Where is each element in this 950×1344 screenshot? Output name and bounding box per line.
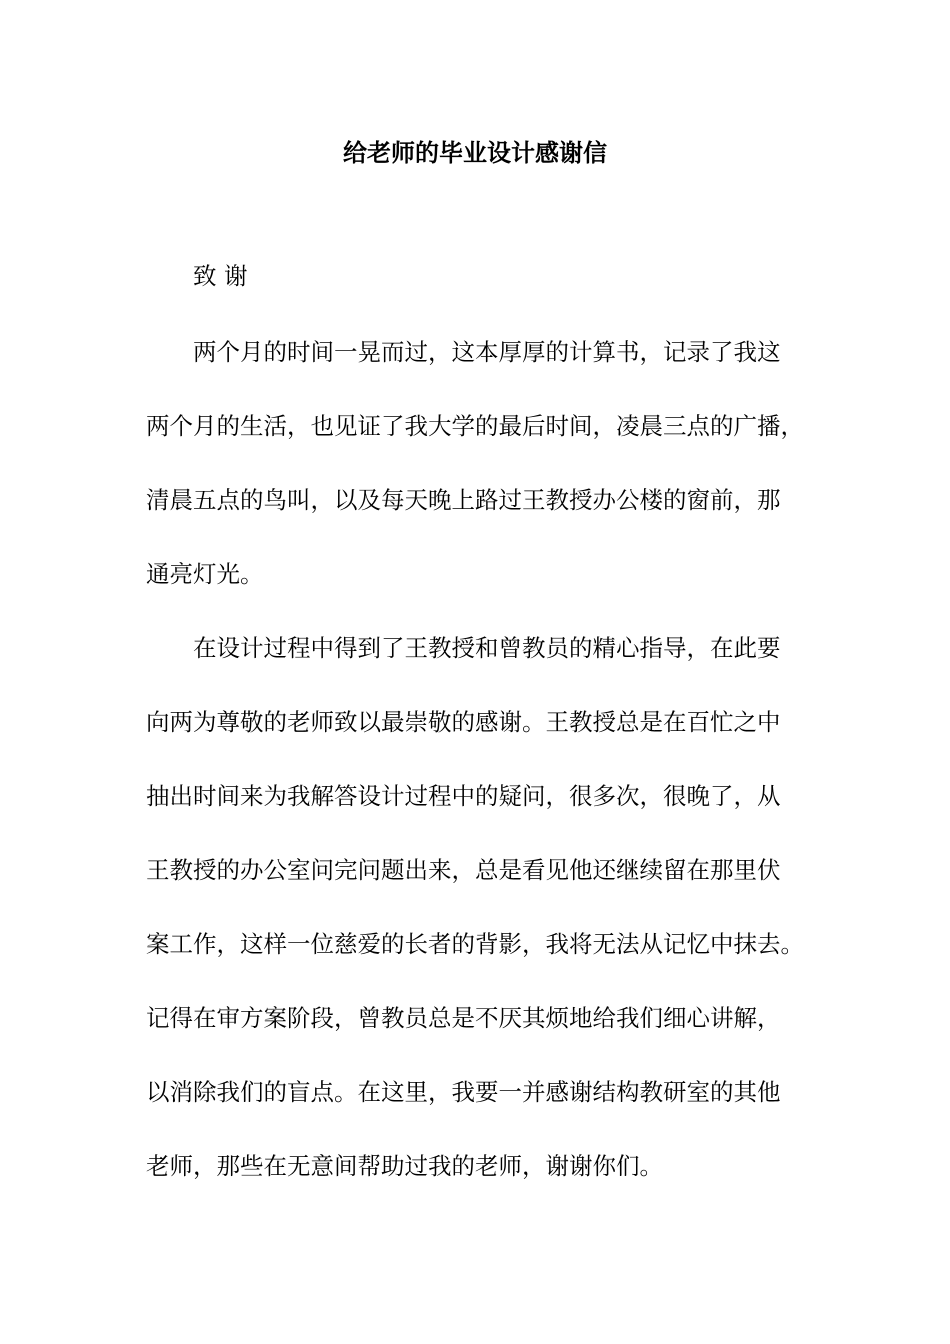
paragraph-1-line-2: 两个月的生活，也见证了我大学的最后时间，凌晨三点的广播， xyxy=(146,412,804,440)
paragraph-2-line-2: 向两为尊敬的老师致以最崇敬的感谢。王教授总是在百忙之中 xyxy=(146,708,781,736)
paragraph-2-line-3: 抽出时间来为我解答设计过程中的疑问，很多次，很晚了，从 xyxy=(146,782,781,810)
acknowledgement-heading: 致 谢 xyxy=(193,262,248,290)
paragraph-2-line-4: 王教授的办公室问完问题出来，总是看见他还继续留在那里伏 xyxy=(146,856,781,884)
paragraph-2-line-1: 在设计过程中得到了王教授和曾教员的精心指导，在此要 xyxy=(193,634,781,662)
paragraph-1-line-3: 清晨五点的鸟叫，以及每天晚上路过王教授办公楼的窗前，那 xyxy=(146,486,781,514)
paragraph-1-line-4: 通亮灯光。 xyxy=(146,560,264,588)
paragraph-1-line-1: 两个月的时间一晃而过，这本厚厚的计算书，记录了我这 xyxy=(193,338,781,366)
document-title: 给老师的毕业设计感谢信 xyxy=(343,138,607,167)
paragraph-2-line-5: 案工作，这样一位慈爱的长者的背影，我将无法从记忆中抹去。 xyxy=(146,930,804,958)
paragraph-2-line-8: 老师，那些在无意间帮助过我的老师，谢谢你们。 xyxy=(146,1152,663,1180)
paragraph-2-line-6: 记得在审方案阶段，曾教员总是不厌其烦地给我们细心讲解， xyxy=(146,1004,781,1032)
paragraph-2-line-7: 以消除我们的盲点。在这里，我要一并感谢结构教研室的其他 xyxy=(146,1078,781,1106)
